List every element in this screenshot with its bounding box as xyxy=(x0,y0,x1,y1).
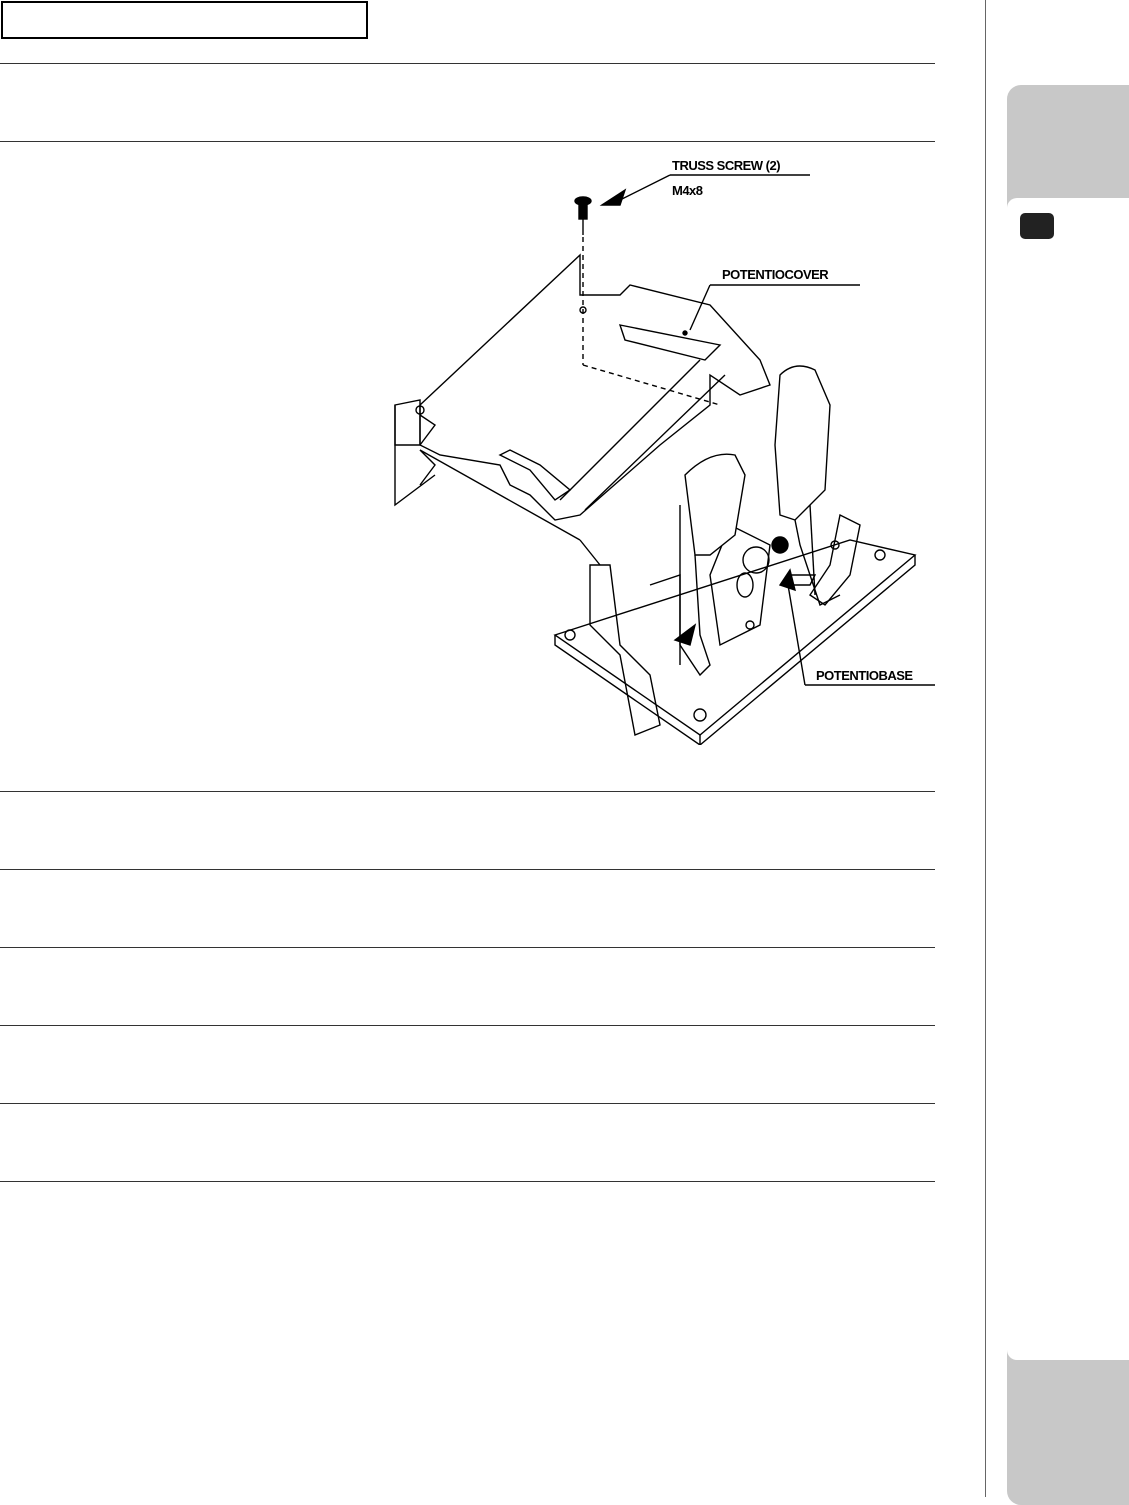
truss-screw-icon xyxy=(575,197,591,235)
chapter-side-panel xyxy=(1007,198,1129,1360)
rule-divider xyxy=(0,1025,935,1026)
rule-divider xyxy=(0,869,935,870)
base-arrow-icon xyxy=(675,625,695,645)
rule-divider xyxy=(0,141,935,142)
pedal-assembly-diagram xyxy=(380,145,940,745)
rule-divider xyxy=(0,791,935,792)
header-title-box xyxy=(1,1,368,39)
truss-screw-label: TRUSS SCREW (2) xyxy=(672,158,781,173)
screw-size-label: M4x8 xyxy=(672,183,703,198)
screw-arrow-icon xyxy=(602,190,625,205)
rule-divider xyxy=(0,1103,935,1104)
potentiometer-icon xyxy=(737,537,815,597)
right-pedal xyxy=(775,366,840,605)
chapter-marker-icon xyxy=(1020,213,1054,239)
left-pedal xyxy=(650,454,754,675)
potentio-base-label: POTENTIOBASE xyxy=(816,668,913,683)
rule-divider xyxy=(0,1181,935,1182)
potentio-arrow-icon xyxy=(780,570,795,590)
potentio-cover-label: POTENTIOCOVER xyxy=(722,267,829,282)
rule-divider xyxy=(0,947,935,948)
rule-divider xyxy=(0,63,935,64)
potentio-base xyxy=(555,515,915,745)
page-edge-line xyxy=(985,0,986,1497)
